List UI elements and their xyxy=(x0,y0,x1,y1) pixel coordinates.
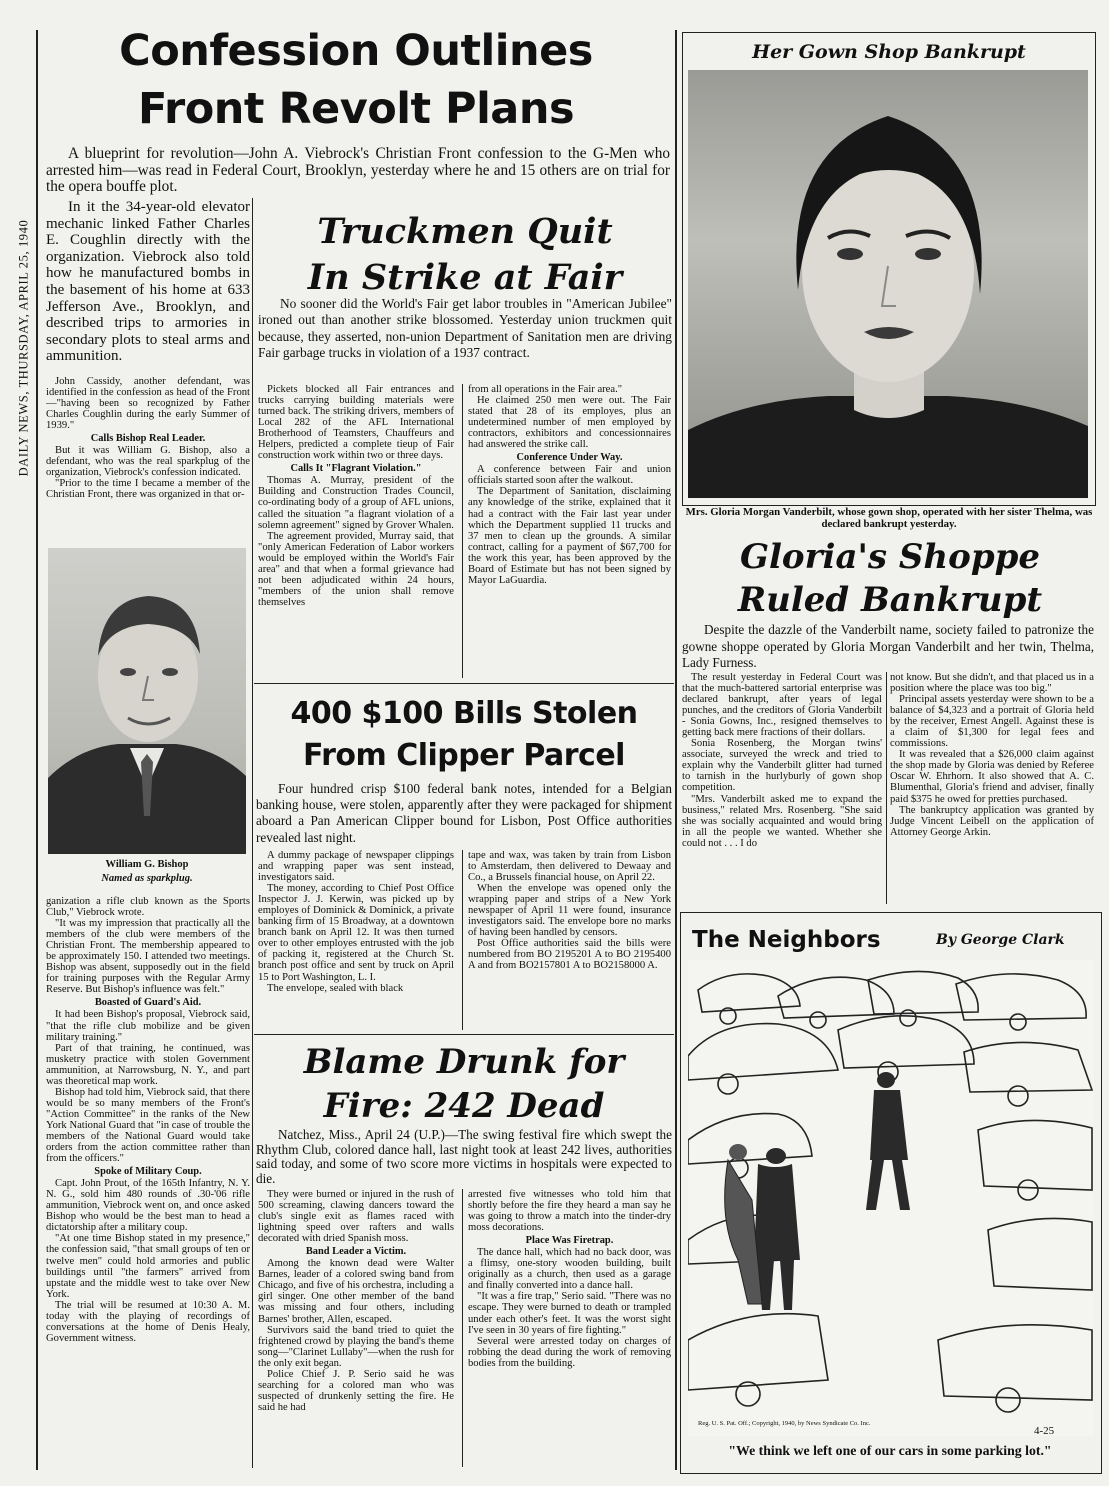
bills-headline-2: From Clipper Parcel xyxy=(303,738,625,773)
dateline xyxy=(14,118,34,578)
confession-column-bottom: ganization a rifle club known as the Sports Club," Viebrock wrote. "It was my impression that practically all the members of the club were members of the Christian Front. The membership appeared to be approximately 150. I attended two meetings. Bishop was absent, supposedly out in the field for training purposes with the Regular Army Reserve. But Bishop's influence was felt." Boasted of Guard's Aid. It had been Bishop's proposal, Viebrock said, "that the rifle club mobilize and be given military training." Part of that training, he continued, was musketry practice with stolen Government ammunition, at Narrowsburg, N. Y., and part was theoretical map work. Bishop had told him, Viebrock said, that there would be so many members of the Front's "Action Committee" in the ranks of the New York National Guard that "in case of trouble the members of the National Guard would take orders from the action committee rather than from the officers." Spoke of Military Coup. Capt. John Prout, of the 165th Infantry, N. Y. N. G., sold him 480 rounds of .30-'06 rifle ammunition, Viebrock went on, and once asked Bishop who would be the best man to head a dictatorship after a military coup. "At one time Bishop stated in my presence," the confession said, "that small groups of ten or twelve men" could hold armories and public buildings until "the farmers" arrived from upstate and the middle west to take over New York. The trial will be resumed at 10:30 A. M. today with the playing of recordings of conversations at the home of Denis Healy, Government witness. xyxy=(46,896,250,1344)
neighbors-copyright: Reg. U. S. Pat. Off.; Copyright, 1940, by News Syndicate Co. Inc. xyxy=(698,1420,871,1427)
neighbors-byline: By George Clark xyxy=(936,932,1065,948)
neighbors-date-mark: 4-25 xyxy=(1034,1425,1055,1437)
fire-headline-1: Blame Drunk for xyxy=(303,1042,625,1082)
neighbors-illustration xyxy=(688,960,1094,1436)
gloria-column-2: not know. But she didn't, and that placed us in a position where the place was too big." Principal assets yesterday were shown to be a balance of $4,323 and a portrait of Gloria held by the receiver, Ernest Angell. Against these is a claim of $1,300 for legal fees and commissions. It was revealed that a $26,000 claim against the shop made by Gloria was denied by Referee Oscar W. Ehrhorn. It also showed that A. C. Blumenthal, Gloria's friend and adviser, finally paid $375 he owed for pretties purchased. The bankruptcy application was granted by Judge Vincent Leibell on the application of Attorney George Arkin. xyxy=(890,672,1094,838)
vanderbilt-portrait-illustration xyxy=(688,70,1088,498)
bills-headline-1: 400 $100 Bills Stolen xyxy=(290,696,638,731)
bishop-caption-name: William G. Bishop xyxy=(105,859,189,870)
left-column-rule xyxy=(252,198,253,1468)
gloria-headline-1: Gloria's Shoppe xyxy=(739,537,1040,577)
neighbors-caption: "We think we left one of our cars in some parking lot." xyxy=(728,1443,1052,1458)
bishop-photo xyxy=(48,548,246,854)
truckmen-gutter-rule xyxy=(462,384,463,678)
confession-headline-1: Confession Outlines xyxy=(119,28,593,74)
truckmen-lead: No sooner did the World's Fair get labor troubles in "American Jubilee" ironed out than another strike blossomed. Yesterday union truckmen quit because, they asserted, non-union Department of Sanitation men are driving Fair garbage trucks in violation of a 1937 contract. xyxy=(258,296,672,361)
fire-gutter-rule xyxy=(462,1189,463,1467)
truckmen-column-2: from all operations in the Fair area." He claimed 250 men were out. The Fair stated that 28 of its employes, plus an undetermined number of men employed by contractors, exhibitors and concessionnaires had answered the strike call. Conference Under Way. A conference between Fair and union officials started soon after the walkout. The Department of Sanitation, disclaiming any knowledge of the strike, explained that it had a contract with the Fair last year under which the Department supplied 11 trucks and 37 men to clean up the grounds. A similar contract, calling for a payment of $67,700 for the work this year, has been approved by the Board of Estimate but has not been signed by Mayor LaGuardia. xyxy=(468,384,671,586)
dateline-text: DAILY NEWS, THURSDAY, APRIL 25, 1940 xyxy=(16,219,31,477)
bills-bottom-rule xyxy=(254,1034,674,1035)
truckmen-headline-2: In Strike at Fair xyxy=(307,257,623,298)
confession-headline-2: Front Revolt Plans xyxy=(137,86,575,132)
bishop-caption-sub: Named as sparkplug. xyxy=(101,873,193,884)
confession-column-top: John Cassidy, another defendant, was identified in the confession as head of the Front—"having been so recognized by Father Charles Coughlin during the early Summer of 1939." Calls Bishop Real Leader. But it was William G. Bishop, also a defendant, who was the real sparkplug of the organization, Viebrock's confession indicated. "Prior to the time I became a member of the Christian Front, there was organized in that or- xyxy=(46,376,250,501)
gloria-gutter-rule xyxy=(886,672,887,904)
confession-intro: In it the 34-year-old elevator mechanic linked Father Charles E. Coughlin directly with the organization. Viebrock also told how he manufactured bombs in the basement of his home at 633 Jefferson Ave., Brooklyn, and described trips to armories in secondary plots to steal arms and ammunition. xyxy=(46,199,250,365)
bills-gutter-rule xyxy=(462,850,463,1030)
gown-banner: Her Gown Shop Bankrupt xyxy=(752,41,1026,63)
bishop-portrait-illustration xyxy=(48,548,246,854)
fire-lead: Natchez, Miss., April 24 (U.P.)—The swing festival fire which swept the Rhythm Club, colored dance hall, last night took at least 242 lives, authorities said today, and some of two score more victims in hospitals were expected to die. xyxy=(256,1128,672,1186)
confession-lead: A blueprint for revolution—John A. Viebrock's Christian Front confession to the G-Men who arrested him—was read in Federal Court, Brooklyn, yesterday where he and 15 others are on trial for the opera bouffe plot. xyxy=(46,146,670,196)
fire-headline-2: Fire: 242 Dead xyxy=(323,1086,605,1126)
bills-lead: Four hundred crisp $100 federal bank notes, intended for a Belgian banking house, were stolen, apparently after they were packaged for shipment aboard a Pan American Clipper bound for Lisbon, Post Office authorities revealed last night. xyxy=(256,781,672,845)
parking-lot-drawing xyxy=(688,960,1094,1436)
fire-column-2: arrested five witnesses who told him that shortly before the fire they heard a man say he was going to throw a match into the tinder-dry moss decorations. Place Was Firetrap. The dance hall, which had no back door, was a flimsy, one-story wooden building, built originally as a church, then used as a garage and finally converted into a dance hall. "It was a fire trap," Serio said. "There was no escape. They were burned to death or trampled under each other's feet. It was the worst sight I've seen in 30 years of fire fighting." Several were arrested today on charges of robbing the dead during the work of removing bodies from the building. xyxy=(468,1189,671,1369)
neighbors-title: The Neighbors xyxy=(692,927,881,953)
gloria-column-1: The result yesterday in Federal Court was that the much-battered sartorial enterprise was declared bankrupt, after years of legal punches, and the creditors of Gloria Vanderbilt - Sonia Gowns, Inc., resigned themselves to getting back mere fractions of their dollars. Sonia Rosenberg, the Morgan twins' associate, surveyed the wreck and tried to explain why the Vanderbilt glitter had turned to tarnish in the hurlyburly of gown shop competition. "Mrs. Vanderbilt asked me to expand the business," related Mrs. Rosenberg. "She said she was socially acquainted and would bring in all the people we wanted. Whether she could not . . . I do xyxy=(682,672,882,849)
truckmen-headline-1: Truckmen Quit xyxy=(317,211,613,252)
gloria-lead: Despite the dazzle of the Vanderbilt name, society failed to patronize the gowne shoppe operated by Gloria Morgan Vanderbilt and her twin, Thelma, Lady Furness. xyxy=(682,622,1094,670)
fire-column-1: They were burned or injured in the rush of 500 screaming, clawing dancers toward the club's single exit as flames raced with lightning speed over rafters and walls decorated with dried Spanish moss. Band Leader a Victim. Among the known dead were Walter Barnes, leader of a colored swing band from Chicago, and five of his orchestra, including a girl singer. One other member of the band was missing and four others, including Barnes' brother, Allen, escaped. Survivors said the band tried to quiet the frightened crowd by playing the band's theme song—"Clarinet Lullaby"—when the rush for the only exit began. Police Chief J. P. Serio said he was searching for a colored man who was suspected of drunkenly setting the fire. He said he had xyxy=(258,1189,454,1413)
truckmen-bottom-rule xyxy=(254,683,674,684)
gloria-headline-2: Ruled Bankrupt xyxy=(737,580,1043,620)
truckmen-column-1: Pickets blocked all Fair entrances and trucks carrying building materials were turned back. The striking drivers, members of Local 282 of the AFL International Brotherhood of Teamsters, Chauffeurs and Helpers, predicted a complete tieup of Fair construction work within two or three days. Calls It "Flagrant Violation." Thomas A. Murray, president of the Building and Construction Trades Council, co-ordinating body of a group of AFL unions, called the situation "a flagrant violation of a solemn agreement" signed by Grover Whalen. The agreement provided, Murray said, that "only American Federation of Labor workers would be employed within the World's Fair area" and that when a formal grievance had not been adjudicated within 24 hours, "members of the union shall remove themselves xyxy=(258,384,454,608)
bills-column-2: tape and wax, was taken by train from Lisbon to Amsterdam, then delivered to Dewaay and Co., a Brussels financial house, on April 22. When the envelope was opened only the wrapping paper and strips of a New York newspaper of April 11 were found, insurance investigators said. The envelope bore no marks of having been handled by censors. Post Office authorities said the bills were numbered from BO 2195201 A to BO 2195400 A and from BO2157801 A to BO2158000 A. xyxy=(468,850,671,972)
vanderbilt-photo xyxy=(688,70,1088,498)
bills-column-1: A dummy package of newspaper clippings and wrapping paper was sent instead, investigators said. The money, according to Chief Post Office Inspector J. J. Kerwin, was picked up by employes of Dominick & Dominick, a private banking firm of 15 Broadway, at a downtown branch bank on April 12. It was then turned over to other employes entrusted with the job of packing it, registered at the Church St. branch post office and sent by truck on April 15 to Port Washington, L. I. The envelope, sealed with black xyxy=(258,850,454,994)
left-margin-rule xyxy=(36,30,38,1470)
center-column-rule xyxy=(675,30,677,1470)
vanderbilt-caption: Mrs. Gloria Morgan Vanderbilt, whose gown shop, operated with her sister Thelma, was declared bankrupt yesterday. xyxy=(685,506,1093,530)
